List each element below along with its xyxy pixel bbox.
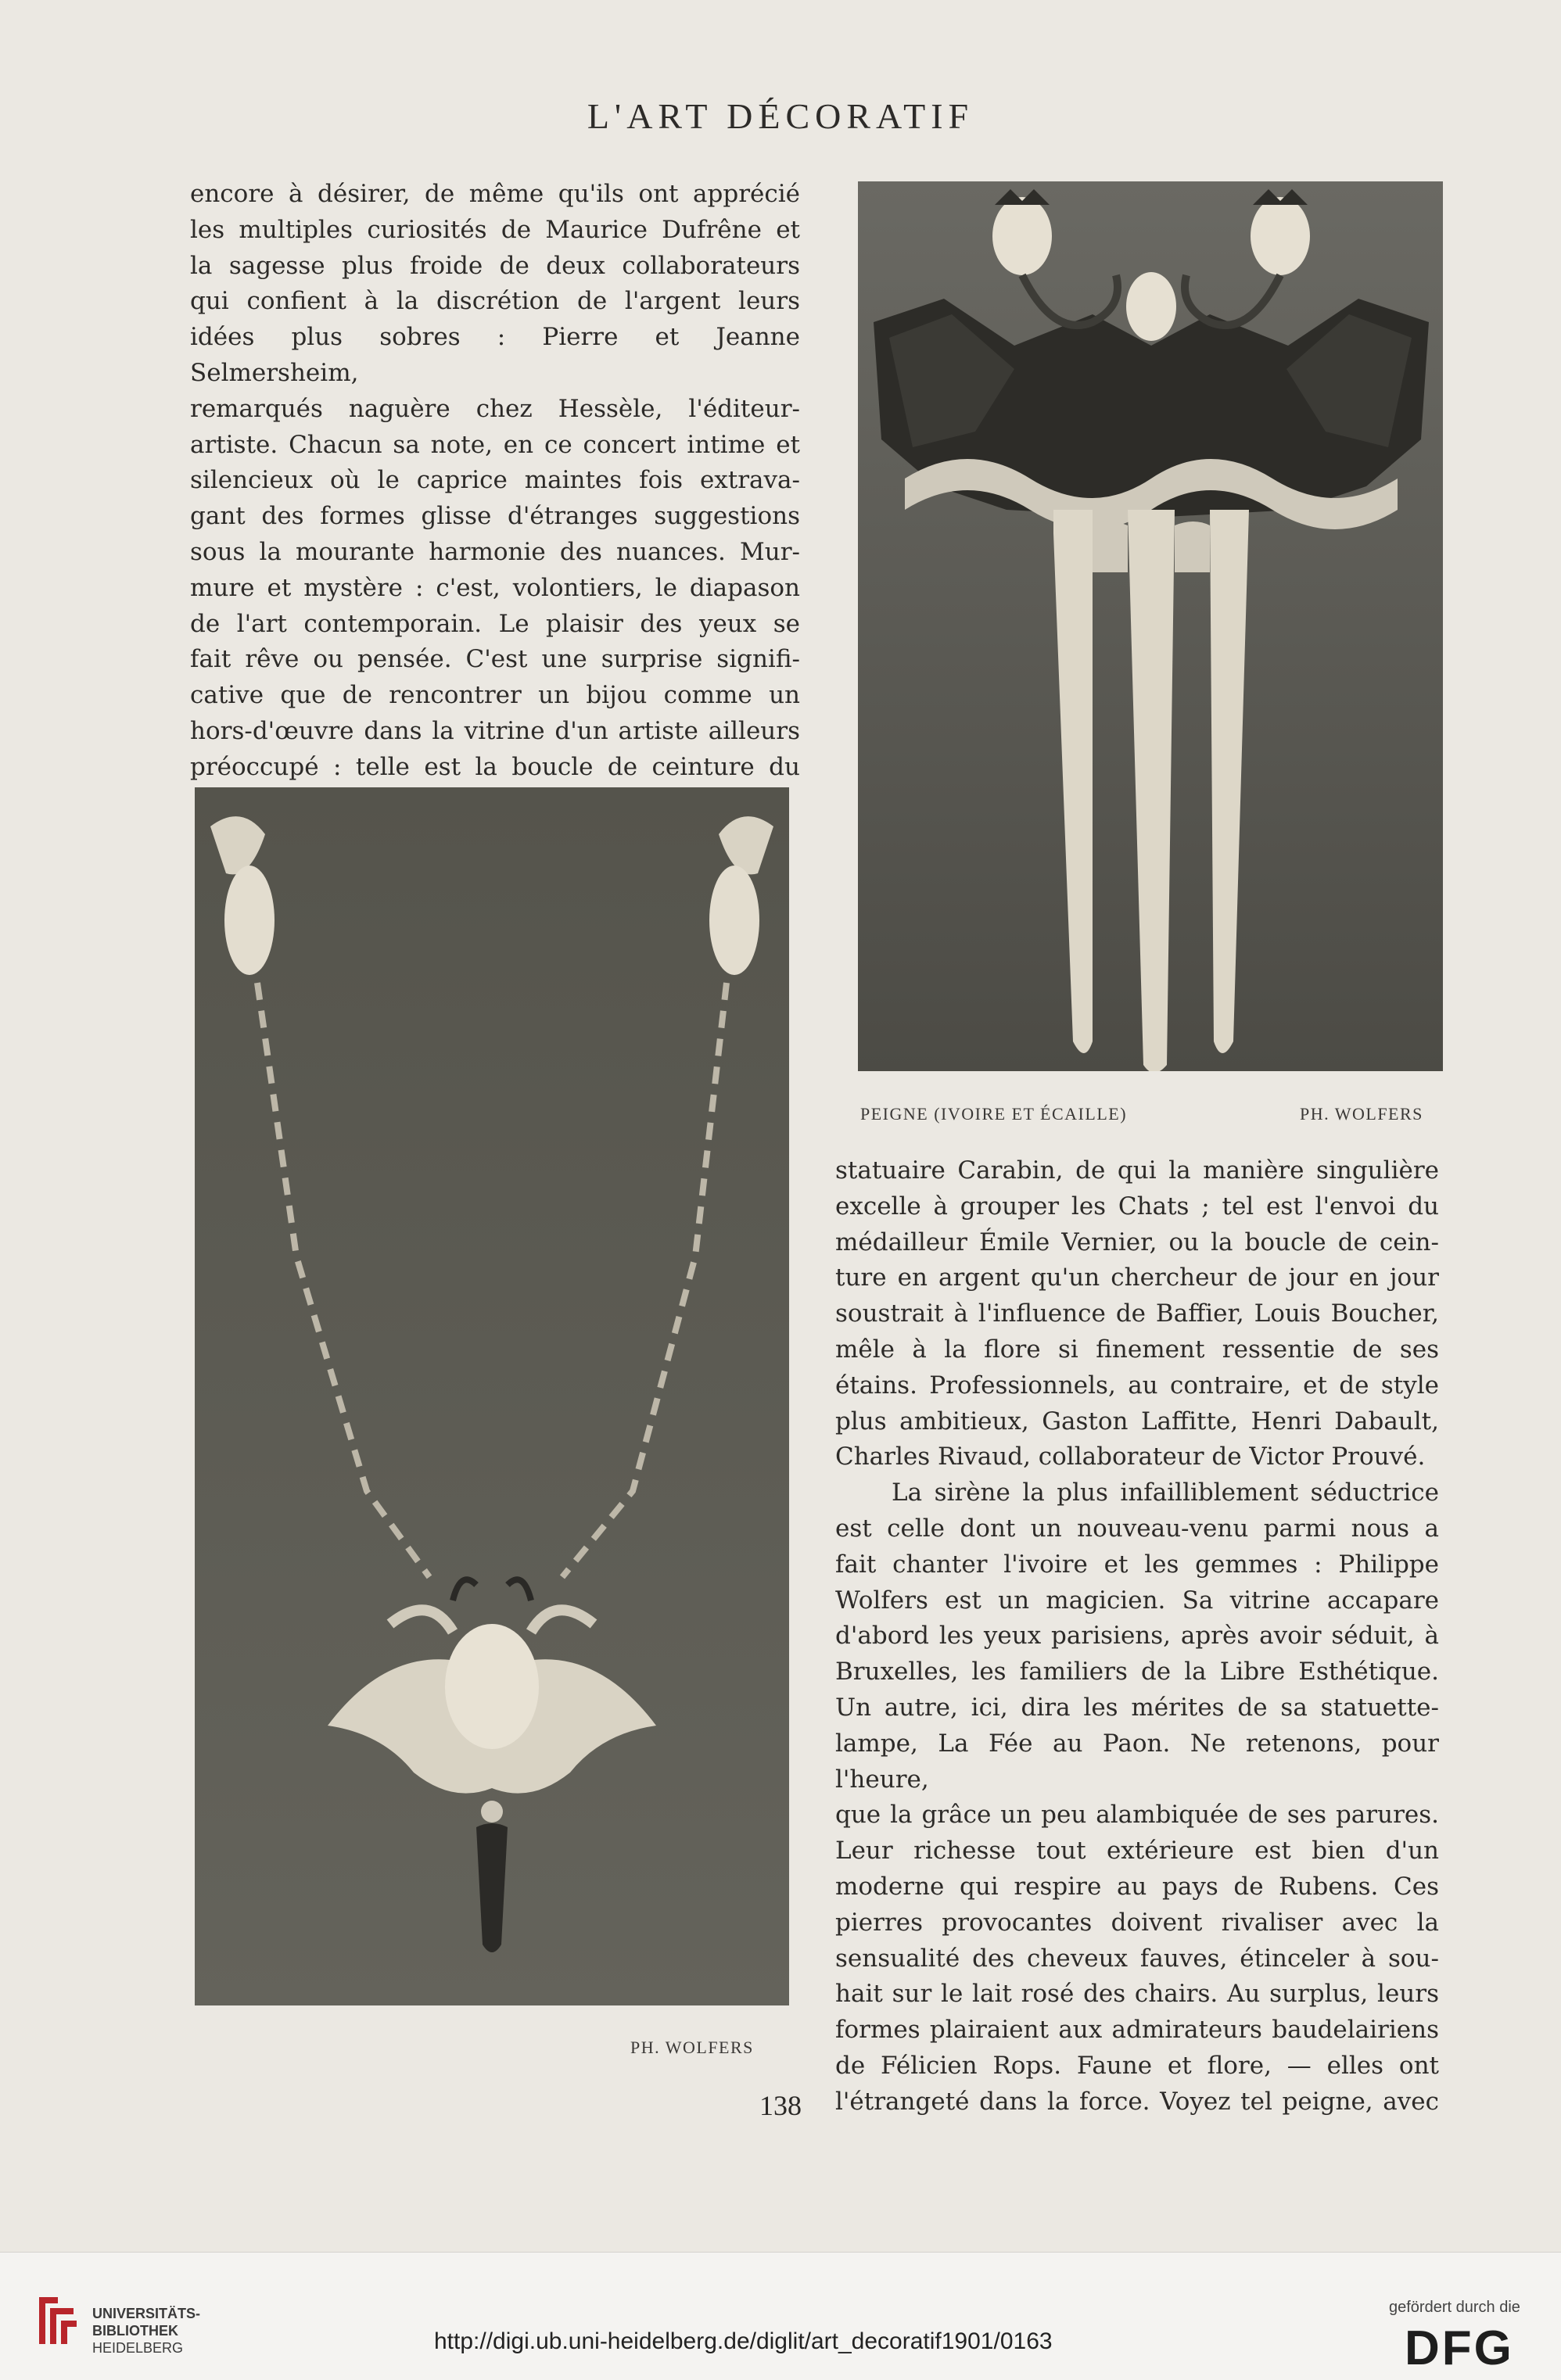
library-line-1: UNIVERSITÄTS- xyxy=(92,2306,201,2321)
text-line: Un autre, ici, dira les mérites de sa statuette- xyxy=(835,1693,1439,1722)
text-line: silencieux où le caprice maintes fois extrava- xyxy=(190,466,800,495)
text-line: encore à désirer, de même qu'ils ont apprécié xyxy=(190,180,800,208)
text-line: sous la mourante harmonie des nuances. Mur- xyxy=(190,537,800,566)
text-line: Wolfers est un magicien. Sa vitrine accapare xyxy=(835,1586,1439,1615)
text-line: préoccupé : telle est la boucle de ceinture du xyxy=(190,752,800,781)
funded-by-label: gefördert durch die xyxy=(1389,2299,1520,2316)
text-line: soustrait à l'influence de Baffier, Louis Boucher, xyxy=(835,1299,1439,1328)
comb-illustration xyxy=(858,181,1443,1071)
text-line: formes plairaient aux admirateurs baudelairiens xyxy=(835,2016,1439,2045)
text-line: remarqués naguère chez Hessèle, l'éditeur- xyxy=(190,394,800,423)
necklace-caption-credit: PH. WOLFERS xyxy=(630,2038,754,2057)
comb-photo xyxy=(858,181,1443,1071)
text-line: mure et mystère : c'est, volontiers, le diapason xyxy=(190,573,800,602)
text-line: excelle à grouper les Chats ; tel est l'envoi du xyxy=(835,1192,1439,1220)
text-line: la sagesse plus froide de deux collaborateurs xyxy=(190,251,800,280)
footer-bar xyxy=(0,2252,1561,2380)
library-line-2: BIBLIOTHEK xyxy=(92,2323,178,2339)
text-line: gant des formes glisse d'étranges suggestions xyxy=(190,502,800,531)
text-line: lampe, La Fée au Paon. Ne retenons, pour l'heure, xyxy=(835,1729,1439,1794)
text-line: hors-d'œuvre dans la vitrine d'un artiste ailleurs xyxy=(190,716,800,745)
text-line: qui confient à la discrétion de l'argent leurs xyxy=(190,287,800,316)
comb-caption-credit: PH. WOLFERS xyxy=(1300,1104,1423,1124)
necklace-illustration xyxy=(195,787,789,2005)
text-line: l'étrangeté dans la force. Voyez tel peigne, avec xyxy=(835,2087,1439,2116)
text-line: hait sur le lait rosé des chairs. Au surplus, leurs xyxy=(835,1980,1439,2009)
left-column-text xyxy=(190,177,800,786)
text-line: de l'art contemporain. Le plaisir des yeux se xyxy=(190,609,800,638)
text-line: mêle à la flore si finement ressentie de ses xyxy=(835,1335,1439,1364)
text-line: Leur richesse tout extérieure est bien d'un xyxy=(835,1837,1439,1866)
text-line: fait rêve ou pensée. C'est une surprise signifi- xyxy=(190,645,800,674)
text-line: moderne qui respire au pays de Rubens. Ces xyxy=(835,1872,1439,1901)
text-line: Bruxelles, les familiers de la Libre Esthétique. xyxy=(835,1658,1439,1686)
comb-caption-title: PEIGNE (IVOIRE ET ÉCAILLE) xyxy=(860,1104,1128,1124)
text-line: sensualité des cheveux fauves, étinceler à sou- xyxy=(835,1944,1439,1973)
dfg-logo[interactable]: DFG xyxy=(1405,2321,1514,2375)
permalink-url[interactable]: http://digi.ub.uni-heidelberg.de/diglit/art_decoratif1901/0163 xyxy=(434,2328,1053,2354)
text-line: est celle dont un nouveau-venu parmi nous a xyxy=(835,1514,1439,1543)
necklace-photo xyxy=(195,787,789,2005)
library-line-3: HEIDELBERG xyxy=(92,2340,184,2356)
text-line: plus ambitieux, Gaston Laffitte, Henri Dabault, xyxy=(835,1407,1439,1436)
text-line: ture en argent qu'un chercheur de jour en jour xyxy=(835,1263,1439,1292)
text-line: fait chanter l'ivoire et les gemmes : Philippe xyxy=(835,1550,1439,1579)
library-name xyxy=(92,2305,200,2357)
running-title: L'ART DÉCORATIF xyxy=(587,96,974,136)
right-column-text xyxy=(835,1153,1439,2120)
text-line: artiste. Chacun sa note, en ce concert intime et xyxy=(190,430,800,459)
page-number: 138 xyxy=(759,2090,802,2121)
text-line: cative que de rencontrer un bijou comme un xyxy=(190,681,800,710)
text-line: que la grâce un peu alambiquée de ses parures. xyxy=(835,1801,1439,1830)
text-line: d'abord les yeux parisiens, après avoir séduit, à xyxy=(835,1622,1439,1651)
text-line: La sirène la plus infailliblement séductrice xyxy=(892,1479,1439,1507)
text-line: pierres provocantes doivent rivaliser avec la xyxy=(835,1908,1439,1937)
text-line: idées plus sobres : Pierre et Jeanne Selmersheim, xyxy=(190,323,800,387)
text-line: statuaire Carabin, de qui la manière singulière xyxy=(835,1156,1439,1185)
text-line: Charles Rivaud, collaborateur de Victor Prouvé. xyxy=(835,1443,1426,1471)
text-line: médailleur Émile Vernier, ou la boucle de cein- xyxy=(835,1228,1439,1256)
text-line: étains. Professionnels, au contraire, et de style xyxy=(835,1371,1439,1400)
text-line: de Félicien Rops. Faune et flore, — elles ont xyxy=(835,2051,1439,2080)
text-line: les multiples curiosités de Maurice Dufrêne et xyxy=(190,215,800,244)
ub-heidelberg-logo-icon[interactable] xyxy=(31,2289,81,2355)
